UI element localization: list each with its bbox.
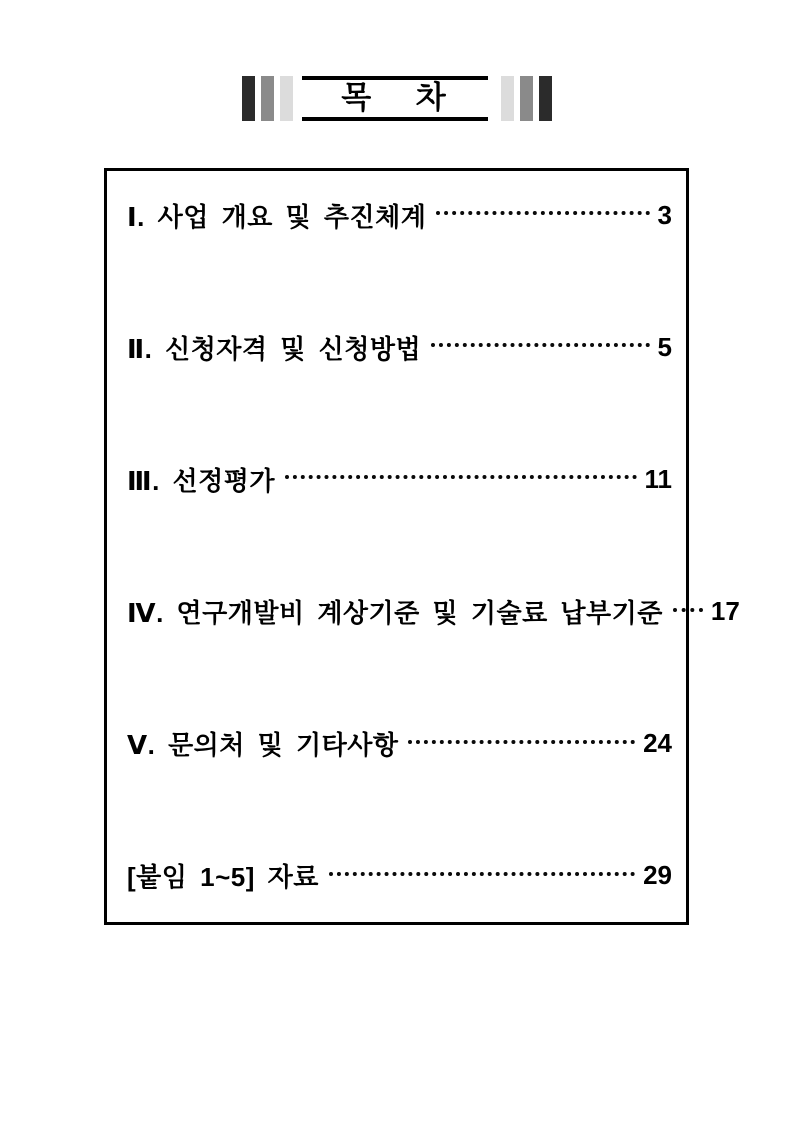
toc-entry (127, 592, 740, 632)
dotted-leader (673, 608, 703, 612)
toc-entry (127, 195, 672, 235)
dotted-leader (285, 475, 637, 479)
toc-entry (127, 856, 672, 896)
decor-bar-light (501, 76, 514, 121)
toc-entry-page-number: 5 (657, 331, 672, 362)
right-decor-bars (501, 76, 552, 121)
left-decor-bars (242, 76, 293, 121)
dotted-leader (436, 211, 649, 215)
page-title: 목 차 (341, 80, 448, 115)
toc-entry (127, 327, 672, 367)
toc-entry-label: Ⅳ. 연구개발비 계상기준 및 기술료 납부기준 (127, 598, 663, 629)
toc-entry-page-number: 17 (710, 596, 740, 627)
decor-bar-light (280, 76, 293, 121)
toc-entry (127, 459, 672, 499)
decor-bar-gray (261, 76, 274, 121)
toc-entry-label: Ⅰ. 사업 개요 및 추진체계 (127, 201, 427, 232)
toc-entry-page-number: 11 (644, 463, 672, 494)
toc-box (104, 168, 740, 925)
dotted-leader (329, 872, 635, 876)
toc-entry-label: Ⅴ. 문의처 및 기타사항 (127, 730, 399, 761)
title-banner (0, 76, 793, 121)
toc-entry-page-number: 24 (643, 728, 672, 759)
decor-bar-gray (520, 76, 533, 121)
toc-entry-label: Ⅲ. 선정평가 (127, 465, 275, 496)
toc-entry-page-number: 3 (657, 199, 672, 230)
toc-entry-label: [붙임 1~5] 자료 (127, 862, 319, 893)
dotted-leader (408, 740, 635, 744)
title-box (302, 76, 488, 121)
toc-entry-label: Ⅱ. 신청자격 및 신청방법 (127, 333, 422, 364)
decor-bar-dark (539, 76, 552, 121)
toc-entry-page-number: 29 (643, 860, 672, 891)
decor-bar-dark (242, 76, 255, 121)
toc-entry (127, 724, 672, 764)
dotted-leader (431, 343, 649, 347)
